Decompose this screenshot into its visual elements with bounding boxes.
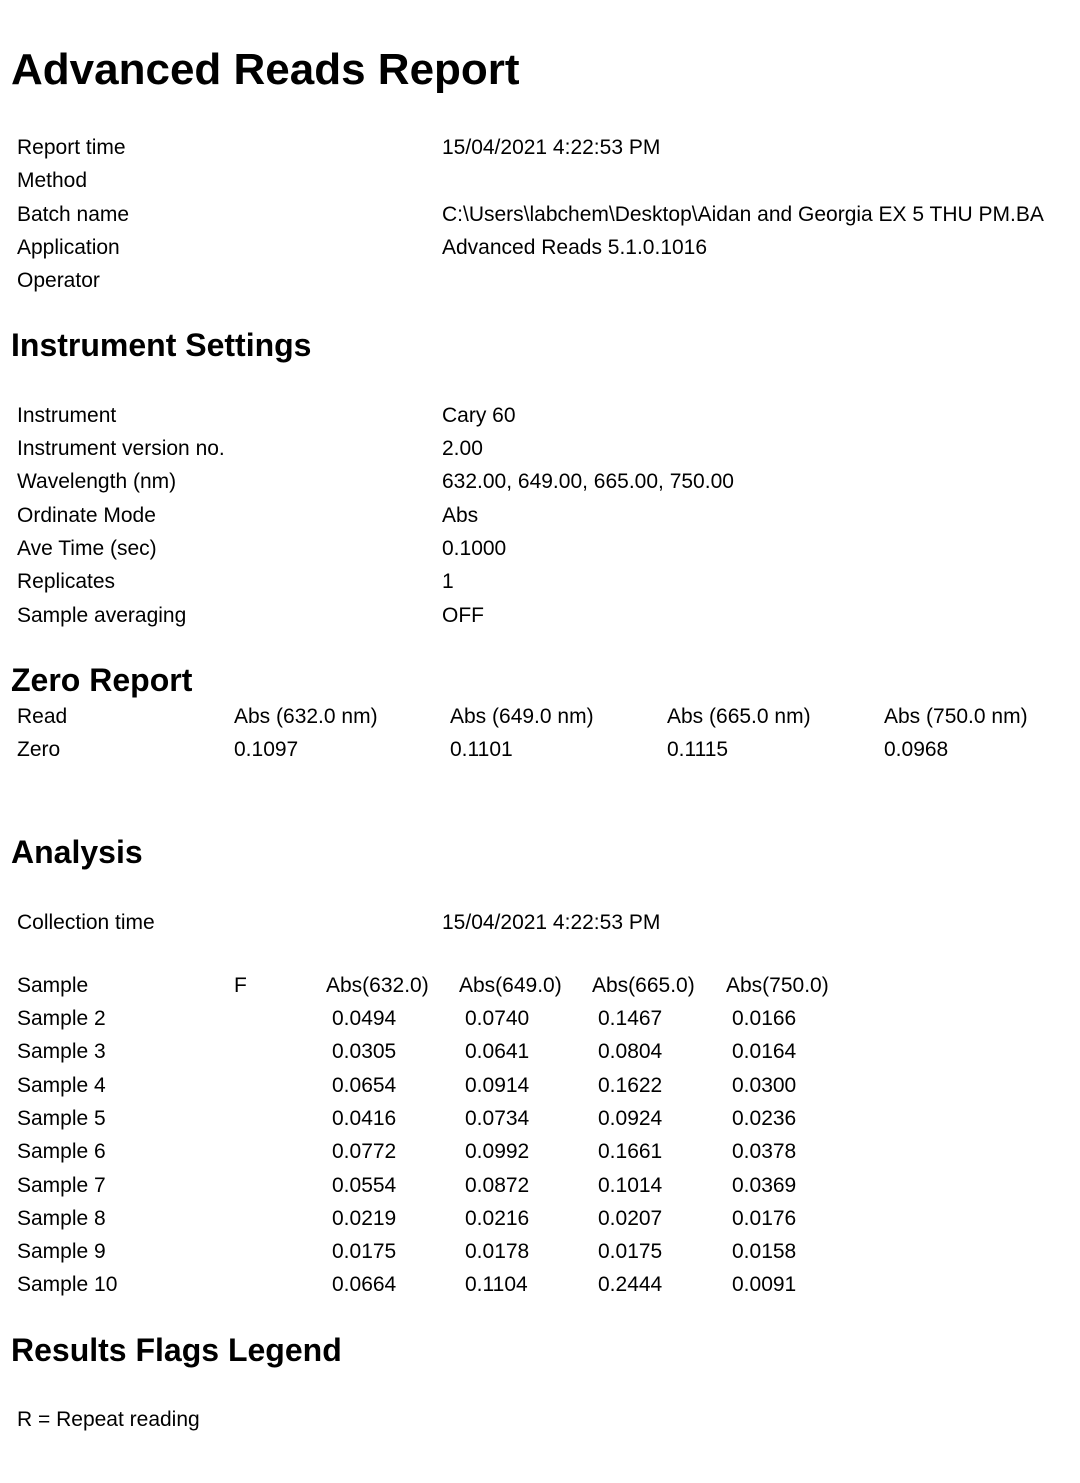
setting-value: 2.00 bbox=[442, 437, 483, 460]
collection-time-value: 15/04/2021 4:22:53 PM bbox=[442, 911, 661, 934]
report-time-value: 15/04/2021 4:22:53 PM bbox=[442, 136, 661, 159]
table-cell: Sample 6 bbox=[17, 1140, 106, 1163]
table-cell: Sample 4 bbox=[17, 1074, 106, 1097]
table-cell: 0.2444 bbox=[598, 1273, 663, 1296]
table-cell: 0.0176 bbox=[732, 1207, 797, 1230]
application-label: Application bbox=[17, 236, 120, 259]
table-cell: 0.0992 bbox=[465, 1140, 530, 1163]
table-cell: 0.0554 bbox=[332, 1174, 397, 1197]
setting-label: Ave Time (sec) bbox=[17, 537, 157, 560]
setting-value: 1 bbox=[442, 570, 454, 593]
table-cell: 0.0416 bbox=[332, 1107, 397, 1130]
table-cell: 0.1661 bbox=[598, 1140, 663, 1163]
zero-row-abs-665: 0.1115 bbox=[667, 738, 729, 761]
table-cell: 0.0219 bbox=[332, 1207, 397, 1230]
col-header-abs-632: Abs(632.0) bbox=[326, 974, 429, 997]
zero-header-abs-665: Abs (665.0 nm) bbox=[667, 705, 811, 728]
table-cell: 0.1622 bbox=[598, 1074, 663, 1097]
method-label: Method bbox=[17, 169, 88, 192]
legend-item: R = Repeat reading bbox=[17, 1408, 200, 1431]
table-cell: 0.0664 bbox=[332, 1273, 397, 1296]
table-cell: Sample 5 bbox=[17, 1107, 106, 1130]
table-cell: 0.0300 bbox=[732, 1074, 797, 1097]
zero-row-abs-632: 0.1097 bbox=[234, 738, 299, 761]
table-cell: 0.0369 bbox=[732, 1174, 797, 1197]
table-cell: 0.0914 bbox=[465, 1074, 530, 1097]
setting-label: Wavelength (nm) bbox=[17, 470, 177, 493]
zero-header-abs-750: Abs (750.0 nm) bbox=[884, 705, 1028, 728]
table-cell: 0.0175 bbox=[332, 1240, 397, 1263]
setting-value: Abs bbox=[442, 504, 479, 527]
table-cell: 0.0216 bbox=[465, 1207, 530, 1230]
table-cell: 0.0872 bbox=[465, 1174, 530, 1197]
application-value: Advanced Reads 5.1.0.1016 bbox=[442, 236, 708, 259]
zero-row-abs-750: 0.0968 bbox=[884, 738, 949, 761]
table-cell: 0.0158 bbox=[732, 1240, 797, 1263]
table-cell: 0.0091 bbox=[732, 1273, 797, 1296]
analysis-heading: Analysis bbox=[11, 834, 143, 870]
report-title: Advanced Reads Report bbox=[11, 45, 520, 94]
table-cell: Sample 10 bbox=[17, 1273, 118, 1296]
col-header-sample: Sample bbox=[17, 974, 89, 997]
table-cell: 0.0641 bbox=[465, 1040, 530, 1063]
setting-label: Replicates bbox=[17, 570, 116, 593]
table-cell: 0.0378 bbox=[732, 1140, 797, 1163]
setting-value: 632.00, 649.00, 665.00, 750.00 bbox=[442, 470, 734, 493]
batch-name-label: Batch name bbox=[17, 203, 130, 226]
table-cell: Sample 8 bbox=[17, 1207, 106, 1230]
zero-header-abs-632: Abs (632.0 nm) bbox=[234, 705, 378, 728]
table-cell: 0.0175 bbox=[598, 1240, 663, 1263]
table-cell: 0.0236 bbox=[732, 1107, 797, 1130]
setting-value: Cary 60 bbox=[442, 404, 516, 427]
table-cell: 0.0740 bbox=[465, 1007, 530, 1030]
instrument-settings-heading: Instrument Settings bbox=[11, 327, 312, 363]
setting-label: Instrument bbox=[17, 404, 117, 427]
collection-time-label: Collection time bbox=[17, 911, 155, 934]
zero-report-heading: Zero Report bbox=[11, 662, 193, 698]
zero-header-read: Read bbox=[17, 705, 68, 728]
table-cell: 0.0804 bbox=[598, 1040, 663, 1063]
table-cell: 0.0178 bbox=[465, 1240, 530, 1263]
table-cell: 0.0207 bbox=[598, 1207, 663, 1230]
setting-label: Instrument version no. bbox=[17, 437, 225, 460]
table-cell: Sample 3 bbox=[17, 1040, 106, 1063]
zero-row-read: Zero bbox=[17, 738, 61, 761]
table-cell: Sample 7 bbox=[17, 1174, 106, 1197]
table-cell: 0.0164 bbox=[732, 1040, 797, 1063]
batch-name-value: C:\Users\labchem\Desktop\Aidan and Georgia EX 5 THU PM.BA bbox=[442, 203, 1044, 226]
table-cell: 0.0654 bbox=[332, 1074, 397, 1097]
table-cell: 0.0305 bbox=[332, 1040, 397, 1063]
setting-label: Sample averaging bbox=[17, 604, 187, 627]
table-cell: 0.1104 bbox=[465, 1273, 528, 1296]
col-header-flag: F bbox=[234, 974, 247, 997]
operator-label: Operator bbox=[17, 269, 100, 292]
table-cell: 0.1467 bbox=[598, 1007, 663, 1030]
table-cell: Sample 9 bbox=[17, 1240, 106, 1263]
table-cell: 0.0166 bbox=[732, 1007, 797, 1030]
zero-header-abs-649: Abs (649.0 nm) bbox=[450, 705, 594, 728]
table-cell: 0.0494 bbox=[332, 1007, 397, 1030]
table-cell: 0.0734 bbox=[465, 1107, 530, 1130]
col-header-abs-649: Abs(649.0) bbox=[459, 974, 562, 997]
report-time-label: Report time bbox=[17, 136, 126, 159]
setting-value: 0.1000 bbox=[442, 537, 507, 560]
col-header-abs-665: Abs(665.0) bbox=[592, 974, 695, 997]
zero-row-abs-649: 0.1101 bbox=[450, 738, 513, 761]
table-cell: Sample 2 bbox=[17, 1007, 106, 1030]
table-cell: 0.1014 bbox=[598, 1174, 663, 1197]
setting-value: OFF bbox=[442, 604, 484, 627]
results-flags-legend-heading: Results Flags Legend bbox=[11, 1332, 342, 1368]
table-cell: 0.0772 bbox=[332, 1140, 397, 1163]
table-cell: 0.0924 bbox=[598, 1107, 663, 1130]
col-header-abs-750: Abs(750.0) bbox=[726, 974, 829, 997]
setting-label: Ordinate Mode bbox=[17, 504, 156, 527]
